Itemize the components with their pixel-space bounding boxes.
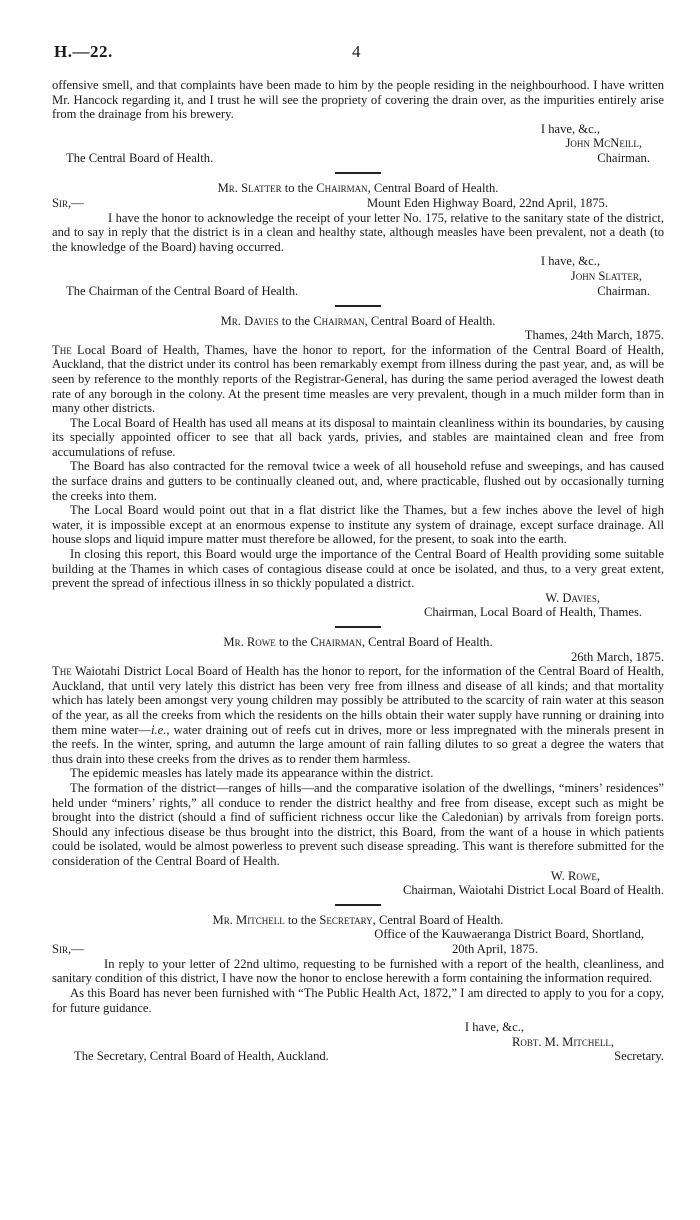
letter-date: 26th March, 1875. <box>570 649 664 664</box>
letter-paragraph: The epidemic measles has lately made its appearance within the district. <box>70 766 434 781</box>
letter-slatter <box>52 181 664 299</box>
salutation-row <box>52 196 664 211</box>
salutation: Sir,— <box>52 941 84 956</box>
section-divider <box>335 626 381 628</box>
letter-date: 20th April, 1875. <box>451 941 538 956</box>
signer-title: Chairman, Local Board of Health, Thames. <box>424 605 642 620</box>
office-address: Office of the Kauwaeranga District Board, Shortland, <box>374 927 644 942</box>
letter-paragraph: offensive smell, and that complaints have been made to him by the people residing in the neighbourhood. I have written Mr. Hancock regarding it, and I trust he will see the propriety of covering the drain over, as the impurities entirely arise from the drainage from his brewery. <box>52 78 664 122</box>
signer-name: W. Davies, <box>545 590 600 605</box>
addressee: The Secretary, Central Board of Health, Auckland. <box>74 1049 329 1064</box>
place-date: Mount Eden Highway Board, 22nd April, 1875. <box>366 195 608 210</box>
document-body <box>52 78 664 1064</box>
letter-paragraph: As this Board has never been furnished with “The Public Health Act, 1872,” I am directed to apply to you for a copy, for future guidance. <box>52 986 664 1015</box>
place-date: Thames, 24th March, 1875. <box>524 328 664 343</box>
signer-name: W. Rowe, <box>550 868 600 883</box>
salutation: Sir,— <box>52 195 84 210</box>
letter-heading: Mr. Rowe to the Chairman, Central Board of Health. <box>223 635 493 649</box>
letter-paragraph: The formation of the district—ranges of hills—and the comparative isolation of the dwellings, “miners’ residences” held under “miners’ rights,” all conduce to render the district healthy and free from disease, except such as might be brought into the district (should a find of sufficient richness occur like the Caledonian) by arrivals from foreign ports. Should any infectious disease be thus brought into the district, this Board, from the want of a house in which patients could be isolated, would be almost powerless to prevent such disease spreading. This want is therefore submitted for the consideration of the Central Board of Health. <box>52 780 664 868</box>
letter-heading: Mr. Slatter to the Chairman, Central Board of Health. <box>217 180 499 195</box>
paper-reference: H.—22. <box>54 42 113 61</box>
signer-name: John Slatter, <box>570 268 642 283</box>
signer-name: John McNeill, <box>565 136 642 151</box>
addressee: The Chairman of the Central Board of Health. <box>66 283 299 298</box>
letter-paragraph: The Local Board of Health has used all means at its disposal to maintain cleanliness within its boundaries, by causing its specially appointed officer to see that all back yards, privies, and stables are maintained clean and free from accumulations of refuse. <box>52 415 664 459</box>
letter-paragraph: The Local Board of Health, Thames, have the honor to report, for the information of the Central Board of Health, Auckland, that the district under its control has been remarkably exempt from illness during the past year, and, as will be seen by reference to the monthly reports of the Registrar-General, has during the same period averaged the lowest death rate of any borough in the colony. At the present time measles are very prevalent, though in a much milder form than in many other districts. <box>52 342 664 416</box>
letter-mcneill <box>52 78 664 166</box>
letter-paragraph: In reply to your letter of 22nd ultimo, requesting to be furnished with a report of the health, cleanliness, and sanitary condition of this district, I have now the honor to enclose herewith a form containing the information required. <box>52 956 664 986</box>
letter-paragraph: In closing this report, this Board would urge the importance of the Central Board of Health providing some suitable building at the Thames in which cases of contagious disease could at once be isolated, and thus, to a very great extent, prevent the spread of infectious illness in so thickly populated a district. <box>52 547 664 591</box>
letter-rowe <box>52 635 664 898</box>
letter-davies <box>52 314 664 620</box>
letter-mitchell <box>52 913 664 1065</box>
section-divider <box>335 172 381 174</box>
signer-title: Chairman. <box>597 150 650 165</box>
letter-closing: I have, &c., <box>540 121 600 136</box>
signer-title: Chairman, Waiotahi District Local Board of Health. <box>402 883 664 898</box>
signature-row <box>52 1049 664 1064</box>
letter-paragraph: I have the honor to acknowledge the receipt of your letter No. 175, relative to the sanitary state of the district, and to say in reply that the district is in a clean and healthy state, although measles have been prevalent, not a death (to the knowledge of the Board) having occurred. <box>52 210 664 254</box>
salutation-row <box>52 942 664 957</box>
signature-row <box>52 151 664 166</box>
letter-heading: Mr. Mitchell to the Secretary, Central Board of Health. <box>212 912 504 927</box>
signer-name: Robt. M. Mitchell, <box>511 1034 614 1049</box>
letter-closing: I have, &c., <box>540 254 600 269</box>
signer-title: Secretary. <box>614 1049 664 1064</box>
signer-title: Chairman. <box>597 283 650 298</box>
section-divider <box>335 904 381 906</box>
page-number: 4 <box>352 42 361 61</box>
signature-row <box>52 284 664 299</box>
letter-closing: I have, &c., <box>464 1020 524 1035</box>
letter-paragraph: The Board has also contracted for the removal twice a week of all household refuse and sweepings, and has caused the surface drains and gutters to be continually cleaned out, and, where practicable, flushed out by occasionally turning the creeks into them. <box>52 459 664 503</box>
section-divider <box>335 305 381 307</box>
letter-paragraph: The Local Board would point out that in a flat district like the Thames, but a few inches above the level of high water, it is impossible except at an enormous expense to institute any system of drainage, except surface drainage. All house slops and liquid impure matter must therefore be allowed, for the present, to soak into the earth. <box>52 503 664 547</box>
letter-paragraph: The Waiotahi District Local Board of Health has the honor to report, for the information of the Central Board of Health, Auckland, that until very lately this district has been very free from illness and disease of all kinds; and that mortality which has lately been amongst very young children may possibly be attributed to the scarcity of rain water at this season of the year, as all the creeks from which the residents on the hills obtain their water supply have running or draining into them mine water—i.e., water draining out of reefs cut in drives, more or less impregnated with the minerals present in the reefs. In the winter, spring, and autumn the large amount of rain falling dilutes to so great a degree the waters that thus drain into these creeks from the drives as to render them harmless. <box>52 664 664 766</box>
addressee: The Central Board of Health. <box>66 150 214 165</box>
letter-heading: Mr. Davies to the Chairman, Central Board of Health. <box>220 313 496 328</box>
